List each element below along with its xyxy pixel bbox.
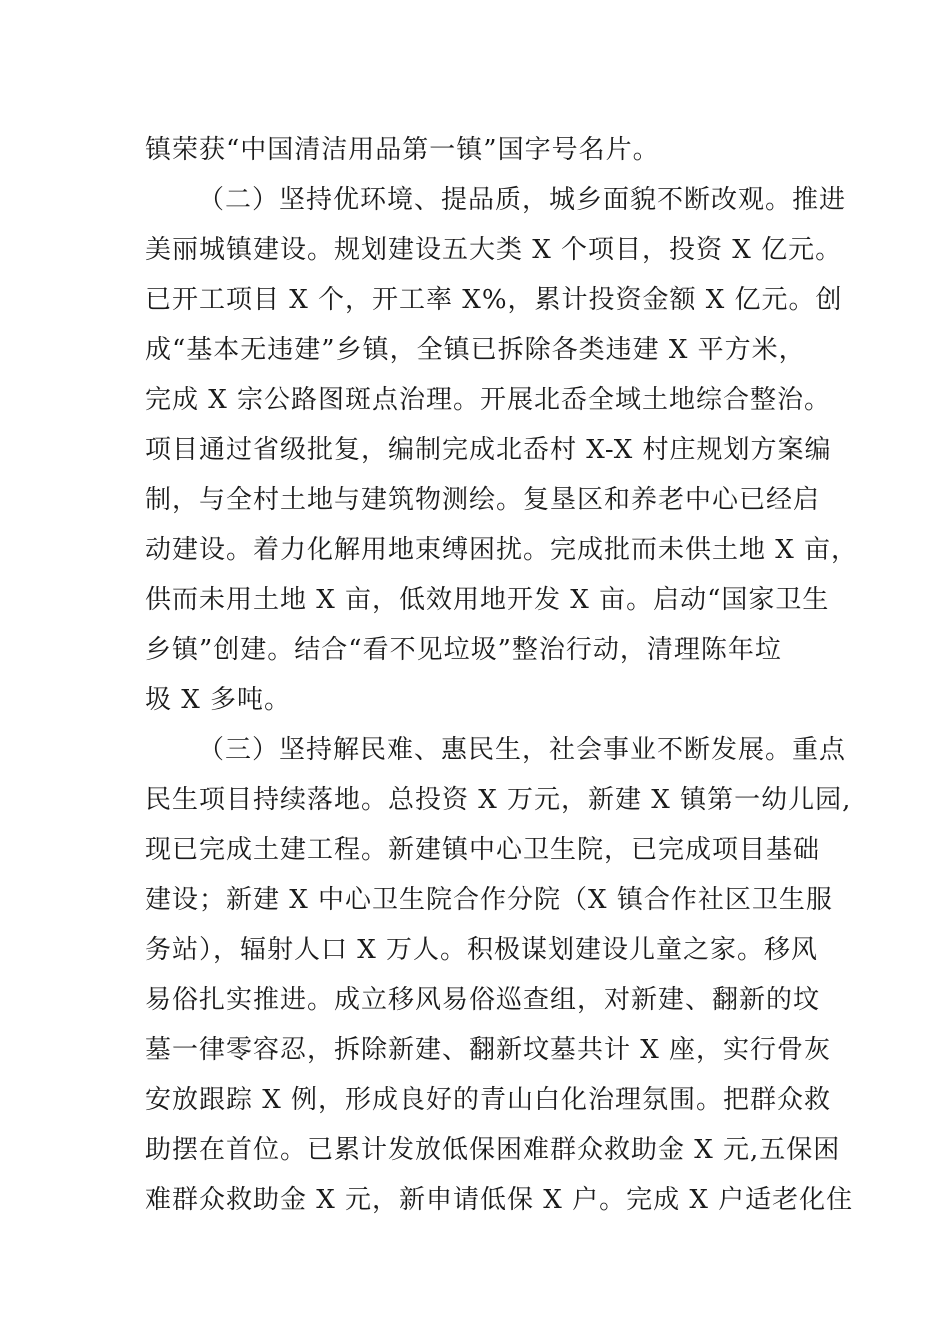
- paragraph-heading-line: （三）坚持解民难、惠民生，社会事业不断发展。重点: [198, 735, 847, 765]
- text-line: 建设；新建 X 中心卫生院合作分院（X 镇合作社区卫生服: [145, 885, 833, 915]
- text-line: 完成 X 宗公路图斑点治理。开展北岙全域土地综合整治。: [145, 385, 832, 415]
- text-line: 难群众救助金 X 元，新申请低保 X 户。完成 X 户适老化住: [145, 1185, 854, 1215]
- paragraph-heading-line: （二）坚持优环境、提品质，城乡面貌不断改观。推进: [198, 185, 847, 215]
- text-line: 供而未用土地 X 亩，低效用地开发 X 亩。启动“国家卫生: [145, 585, 830, 615]
- text-line: 动建设。着力化解用地束缚困扰。完成批而未供土地 X 亩，: [145, 535, 859, 565]
- text-line: 助摆在首位。已累计发放低保困难群众救助金 X 元,五保困: [145, 1135, 841, 1165]
- text-line: 现已完成土建工程。新建镇中心卫生院，已完成项目基础: [145, 835, 821, 865]
- text-line: 项目通过省级批复，编制完成北岙村 X-X 村庄规划方案编: [145, 435, 832, 465]
- text-line: 民生项目持续落地。总投资 X 万元，新建 X 镇第一幼儿园,: [145, 785, 852, 815]
- text-line: 成“基本无违建”乡镇，全镇已拆除各类违建 X 平方米，: [145, 335, 806, 365]
- text-line: 务站），辐射人口 X 万人。积极谋划建设儿童之家。移风: [145, 935, 819, 965]
- text-line: 易俗扎实推进。成立移风易俗巡查组，对新建、翻新的坟: [145, 985, 821, 1015]
- text-line: 已开工项目 X 个，开工率 X%，累计投资金额 X 亿元。创: [145, 285, 843, 315]
- text-line: 墓一律零容忍，拆除新建、翻新坟墓共计 X 座，实行骨灰: [145, 1035, 832, 1065]
- text-line: 安放跟踪 X 例，形成良好的青山白化治理氛围。把群众救: [145, 1085, 832, 1115]
- text-line: 圾 X 多吨。: [145, 685, 292, 715]
- text-line: 制，与全村土地与建筑物测绘。复垦区和养老中心已经启: [145, 485, 821, 515]
- text-line: 美丽城镇建设。规划建设五大类 X 个项目，投资 X 亿元。: [145, 235, 843, 265]
- text-line: 乡镇”创建。结合“看不见垃圾”整治行动，清理陈年垃: [145, 635, 782, 665]
- text-line: 镇荣获“中国清洁用品第一镇”国字号名片。: [145, 135, 660, 165]
